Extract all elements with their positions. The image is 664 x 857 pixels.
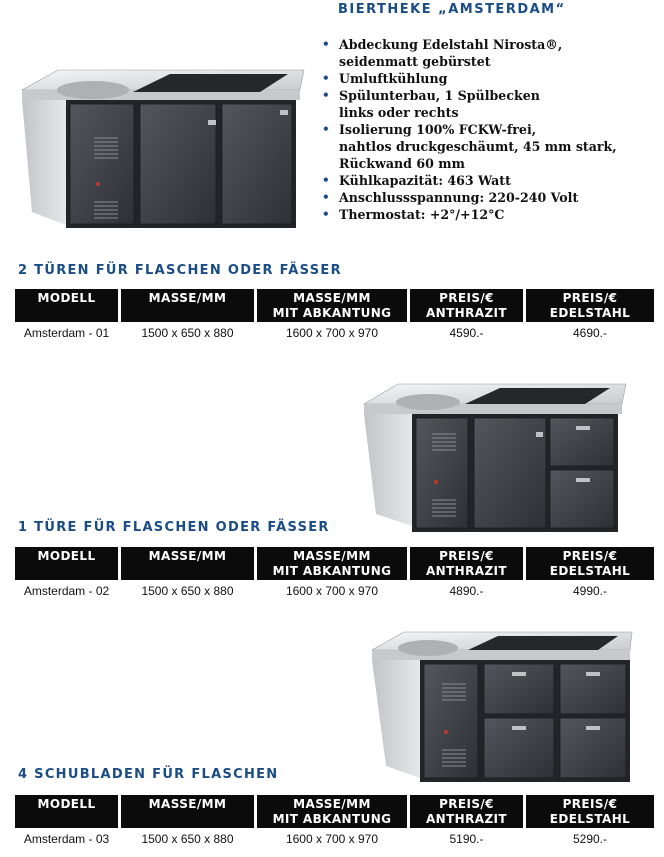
cell-masse-abkantung: 1600 x 700 x 970 xyxy=(285,326,379,340)
cell-masse-abkantung: 1600 x 700 x 970 xyxy=(285,584,379,598)
column-header-preis-edelstahl: PREIS/€ EDELSTAHL xyxy=(526,795,654,828)
column-header-modell: MODELL xyxy=(15,795,118,828)
feature-list xyxy=(322,36,617,223)
table-row xyxy=(15,828,654,847)
product-image-1-door xyxy=(360,376,630,536)
feature-item: • Kühlkapazität: 463 Watt xyxy=(322,173,511,188)
product-image-2-doors xyxy=(18,60,308,238)
cell-masse: 1500 x 650 x 880 xyxy=(141,584,234,598)
column-header-preis-anthrazit: PREIS/€ ANTHRAZIT xyxy=(410,795,523,828)
cell-preis-edelstahl: 4690.- xyxy=(572,326,608,340)
feature-item: • Thermostat: +2°/+12°C xyxy=(322,207,505,222)
bullet-icon: • xyxy=(322,190,330,204)
table-row xyxy=(15,322,654,341)
page-title: BIERTHEKE „AMSTERDAM“ xyxy=(338,2,566,17)
section-heading-1-door: 1 TÜRE FÜR FLASCHEN ODER FÄSSER xyxy=(18,520,330,535)
column-header-masse: MASSE/MM xyxy=(121,289,254,322)
price-table-4-drawers xyxy=(12,795,657,847)
feature-item: • Spülunterbau, 1 Spülbecken links oder rechts xyxy=(322,88,540,120)
section-heading-2-doors: 2 TÜREN FÜR FLASCHEN ODER FÄSSER xyxy=(18,263,342,278)
cell-preis-anthrazit: 4890.- xyxy=(449,584,484,598)
feature-item: • Umluftkühlung xyxy=(322,71,448,86)
column-header-preis-edelstahl: PREIS/€ EDELSTAHL xyxy=(526,547,654,580)
product-image-4-drawers xyxy=(368,624,636,784)
cell-masse: 1500 x 650 x 880 xyxy=(141,832,234,846)
cell-modell: Amsterdam - 02 xyxy=(23,584,110,598)
price-table-2-doors xyxy=(12,289,657,341)
cell-preis-edelstahl: 5290.- xyxy=(572,832,608,846)
column-header-masse-abkantung: MASSE/MM MIT ABKANTUNG xyxy=(257,289,407,322)
column-header-modell: MODELL xyxy=(15,289,118,322)
column-header-masse: MASSE/MM xyxy=(121,547,254,580)
feature-item: • Isolierung 100% FCKW-frei, nahtlos druckgeschäumt, 45 mm stark, Rückwand 60 mm xyxy=(322,122,617,171)
table-row xyxy=(15,580,654,599)
price-table-1-door xyxy=(12,547,657,599)
bullet-icon: • xyxy=(322,173,330,187)
column-header-preis-edelstahl: PREIS/€ EDELSTAHL xyxy=(526,289,654,322)
feature-item: • Anschlussspannung: 220-240 Volt xyxy=(322,190,579,205)
column-header-masse: MASSE/MM xyxy=(121,795,254,828)
column-header-preis-anthrazit: PREIS/€ ANTHRAZIT xyxy=(410,547,523,580)
cell-preis-anthrazit: 4590.- xyxy=(449,326,484,340)
column-header-masse-abkantung: MASSE/MM MIT ABKANTUNG xyxy=(257,795,407,828)
cell-modell: Amsterdam - 03 xyxy=(23,832,110,846)
feature-item: • Abdeckung Edelstahl Nirosta®, seidenmatt gebürstet xyxy=(322,37,563,69)
bullet-icon: • xyxy=(322,88,330,102)
bullet-icon: • xyxy=(322,37,330,51)
column-header-modell: MODELL xyxy=(15,547,118,580)
column-header-preis-anthrazit: PREIS/€ ANTHRAZIT xyxy=(410,289,523,322)
cell-masse: 1500 x 650 x 880 xyxy=(141,326,234,340)
bullet-icon: • xyxy=(322,71,330,85)
cell-preis-edelstahl: 4990.- xyxy=(572,584,608,598)
bullet-icon: • xyxy=(322,122,330,136)
section-heading-4-drawers: 4 SCHUBLADEN FÜR FLASCHEN xyxy=(18,767,279,782)
column-header-masse-abkantung: MASSE/MM MIT ABKANTUNG xyxy=(257,547,407,580)
cell-modell: Amsterdam - 01 xyxy=(23,326,110,340)
bullet-icon: • xyxy=(322,207,330,221)
cell-masse-abkantung: 1600 x 700 x 970 xyxy=(285,832,379,846)
cell-preis-anthrazit: 5190.- xyxy=(449,832,484,846)
